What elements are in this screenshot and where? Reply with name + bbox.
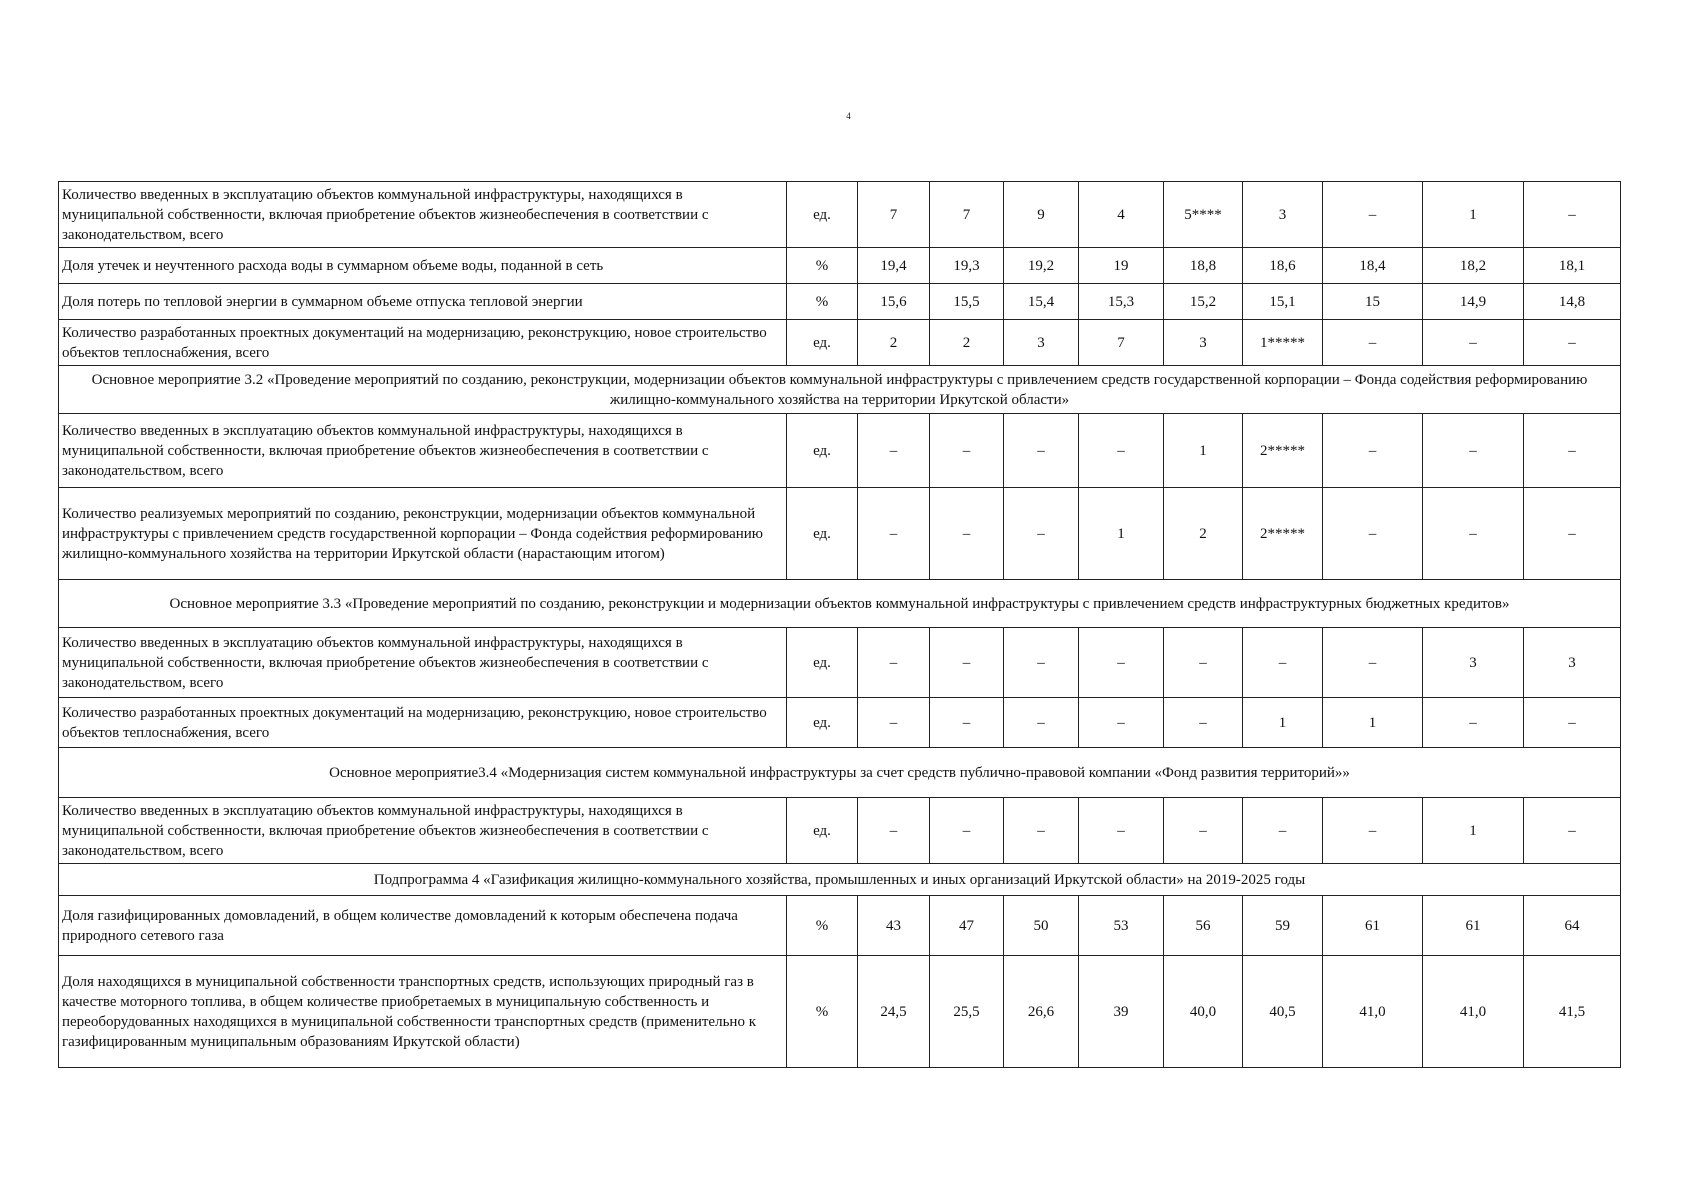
indicator-name: Количество введенных в эксплуатацию объектов коммунальной инфраструктуры, находящихся в муниципальной собственности, включая приобретение объектов жизнеобеспечения в соответствии с законодательством, всего (59, 182, 787, 248)
indicator-value: – (930, 798, 1004, 864)
indicator-value: – (1524, 320, 1621, 366)
indicator-value: 1 (1323, 698, 1423, 748)
indicator-value: – (1079, 414, 1164, 488)
indicator-value: – (1524, 798, 1621, 864)
indicator-unit: ед. (787, 182, 858, 248)
table-row (59, 956, 1621, 1068)
indicator-value: 1 (1164, 414, 1243, 488)
indicator-value: – (930, 414, 1004, 488)
indicator-value: 26,6 (1004, 956, 1079, 1068)
indicator-value: – (858, 628, 930, 698)
indicator-unit: % (787, 248, 858, 284)
indicator-value: 1***** (1243, 320, 1323, 366)
indicator-value: 18,6 (1243, 248, 1323, 284)
indicator-value: – (1423, 488, 1524, 580)
page-number: 4 (846, 111, 851, 121)
table-row (59, 182, 1621, 248)
indicator-value: – (1423, 414, 1524, 488)
indicator-value: 1 (1079, 488, 1164, 580)
indicator-value: 14,8 (1524, 284, 1621, 320)
indicator-value: – (1004, 414, 1079, 488)
indicator-unit: ед. (787, 488, 858, 580)
indicator-value: – (1423, 698, 1524, 748)
indicator-value: 18,2 (1423, 248, 1524, 284)
indicator-value: 3 (1004, 320, 1079, 366)
indicator-value: – (858, 698, 930, 748)
indicator-unit: ед. (787, 320, 858, 366)
indicator-value: 64 (1524, 896, 1621, 956)
indicator-value: – (858, 414, 930, 488)
indicator-value: 15,6 (858, 284, 930, 320)
section-title: Основное мероприятие 3.2 «Проведение мероприятий по созданию, реконструкции, модернизации объектов коммунальной инфраструктуры с привлечением средств государственной корпорации – Фонда содействия реформированию жилищно-коммунального хозяйства на территории Иркутской области» (59, 366, 1621, 414)
indicator-value: – (1423, 320, 1524, 366)
indicator-value: – (1164, 798, 1243, 864)
indicator-unit: ед. (787, 798, 858, 864)
indicator-value: 56 (1164, 896, 1243, 956)
indicator-value: 40,5 (1243, 956, 1323, 1068)
indicator-value: 15,4 (1004, 284, 1079, 320)
indicator-value: 1 (1423, 798, 1524, 864)
table-row (59, 284, 1621, 320)
indicator-value: – (1243, 628, 1323, 698)
indicator-unit: ед. (787, 628, 858, 698)
indicator-value: 19 (1079, 248, 1164, 284)
indicator-name: Количество введенных в эксплуатацию объектов коммунальной инфраструктуры, находящихся в муниципальной собственности, включая приобретение объектов жизнеобеспечения в соответствии с законодательством, всего (59, 798, 787, 864)
indicator-value: – (1323, 414, 1423, 488)
indicator-value: – (1323, 182, 1423, 248)
indicator-unit: % (787, 956, 858, 1068)
indicator-value: – (930, 488, 1004, 580)
indicator-value: – (1004, 698, 1079, 748)
indicator-name: Доля находящихся в муниципальной собственности транспортных средств, использующих природный газ в качестве моторного топлива, в общем количестве приобретаемых в муниципальную собственность и переоборудованных находящихся в муниципальной собственности транспортных средств (применительно к газифицированным муниципальным образованиям Иркутской области) (59, 956, 787, 1068)
indicator-value: 47 (930, 896, 1004, 956)
indicator-unit: ед. (787, 414, 858, 488)
indicator-value: – (1164, 628, 1243, 698)
indicator-value: – (858, 488, 930, 580)
indicator-value: 7 (1079, 320, 1164, 366)
section-title: Основное мероприятие 3.3 «Проведение мероприятий по созданию, реконструкции и модернизации объектов коммунальной инфраструктуры с привлечением средств инфраструктурных бюджетных кредитов» (59, 580, 1621, 628)
section-header-row (59, 366, 1621, 414)
indicator-value: – (1079, 798, 1164, 864)
indicator-value: – (930, 698, 1004, 748)
indicator-unit: % (787, 284, 858, 320)
indicator-value: – (1323, 798, 1423, 864)
indicator-value: 53 (1079, 896, 1164, 956)
indicator-value: 50 (1004, 896, 1079, 956)
indicator-value: 3 (1243, 182, 1323, 248)
indicator-value: 5**** (1164, 182, 1243, 248)
indicator-name: Количество введенных в эксплуатацию объектов коммунальной инфраструктуры, находящихся в муниципальной собственности, включая приобретение объектов жизнеобеспечения в соответствии с законодательством, всего (59, 628, 787, 698)
table-row (59, 320, 1621, 366)
indicator-value: 9 (1004, 182, 1079, 248)
indicator-value: 59 (1243, 896, 1323, 956)
indicator-name: Количество введенных в эксплуатацию объектов коммунальной инфраструктуры, находящихся в муниципальной собственности, включая приобретение объектов жизнеобеспечения в соответствии с законодательством, всего (59, 414, 787, 488)
table-row (59, 798, 1621, 864)
indicator-value: 3 (1423, 628, 1524, 698)
indicator-value: 2***** (1243, 488, 1323, 580)
indicator-value: 40,0 (1164, 956, 1243, 1068)
table-row (59, 628, 1621, 698)
indicator-value: – (930, 628, 1004, 698)
indicator-unit: ед. (787, 698, 858, 748)
indicator-value: – (1323, 488, 1423, 580)
indicator-value: – (1524, 182, 1621, 248)
table-row (59, 248, 1621, 284)
indicator-value: 41,5 (1524, 956, 1621, 1068)
indicator-value: – (1323, 320, 1423, 366)
table-row (59, 414, 1621, 488)
indicator-value: – (1164, 698, 1243, 748)
indicator-value: 1 (1423, 182, 1524, 248)
indicators-table (58, 181, 1621, 1068)
indicator-value: 15 (1323, 284, 1423, 320)
indicator-name: Количество разработанных проектных документаций на модернизацию, реконструкцию, новое строительство объектов теплоснабжения, всего (59, 320, 787, 366)
indicator-value: – (1079, 628, 1164, 698)
indicator-value: – (1079, 698, 1164, 748)
indicator-value: 25,5 (930, 956, 1004, 1068)
indicator-value: 2 (1164, 488, 1243, 580)
indicator-value: 3 (1524, 628, 1621, 698)
table-row (59, 488, 1621, 580)
indicator-value: 19,3 (930, 248, 1004, 284)
indicator-value: 18,1 (1524, 248, 1621, 284)
indicator-value: 18,8 (1164, 248, 1243, 284)
indicator-value: – (858, 798, 930, 864)
indicator-value: 2***** (1243, 414, 1323, 488)
indicator-value: 1 (1243, 698, 1323, 748)
indicator-value: 19,2 (1004, 248, 1079, 284)
indicator-value: 4 (1079, 182, 1164, 248)
indicator-value: 2 (858, 320, 930, 366)
indicator-value: 41,0 (1423, 956, 1524, 1068)
indicator-value: – (1323, 628, 1423, 698)
indicator-value: 43 (858, 896, 930, 956)
indicator-name: Доля потерь по тепловой энергии в суммарном объеме отпуска тепловой энергии (59, 284, 787, 320)
indicator-value: 14,9 (1423, 284, 1524, 320)
indicator-value: – (1243, 798, 1323, 864)
table-row (59, 698, 1621, 748)
indicator-value: 61 (1423, 896, 1524, 956)
indicator-value: 41,0 (1323, 956, 1423, 1068)
table-row (59, 896, 1621, 956)
section-title: Основное мероприятие3.4 «Модернизация систем коммунальной инфраструктуры за счет средств публично-правовой компании «Фонд развития территорий»» (59, 748, 1621, 798)
indicator-value: 18,4 (1323, 248, 1423, 284)
indicator-value: 7 (858, 182, 930, 248)
indicator-value: 15,5 (930, 284, 1004, 320)
indicator-name: Доля газифицированных домовладений, в общем количестве домовладений к которым обеспечена подача природного сетевого газа (59, 896, 787, 956)
indicator-value: – (1524, 414, 1621, 488)
section-header-row (59, 748, 1621, 798)
section-header-row (59, 580, 1621, 628)
indicator-value: – (1004, 798, 1079, 864)
indicator-value: 15,3 (1079, 284, 1164, 320)
indicator-value: 24,5 (858, 956, 930, 1068)
indicator-value: – (1004, 488, 1079, 580)
indicator-value: 39 (1079, 956, 1164, 1068)
indicator-value: 2 (930, 320, 1004, 366)
indicator-value: 19,4 (858, 248, 930, 284)
indicator-name: Доля утечек и неучтенного расхода воды в суммарном объеме воды, поданной в сеть (59, 248, 787, 284)
indicator-unit: % (787, 896, 858, 956)
indicator-value: – (1524, 698, 1621, 748)
indicator-name: Количество реализуемых мероприятий по созданию, реконструкции, модернизации объектов коммунальной инфраструктуры с привлечением средств государственной корпорации – Фонда содействия реформированию жилищно-коммунального хозяйства на территории Иркутской области (нарастающим итогом) (59, 488, 787, 580)
indicator-name: Количество разработанных проектных документаций на модернизацию, реконструкцию, новое строительство объектов теплоснабжения, всего (59, 698, 787, 748)
indicator-value: – (1004, 628, 1079, 698)
indicator-value: 7 (930, 182, 1004, 248)
indicator-value: 15,1 (1243, 284, 1323, 320)
indicator-value: 3 (1164, 320, 1243, 366)
indicator-value: 61 (1323, 896, 1423, 956)
indicator-value: 15,2 (1164, 284, 1243, 320)
indicator-value: – (1524, 488, 1621, 580)
section-title: Подпрограмма 4 «Газификация жилищно-коммунального хозяйства, промышленных и иных организаций Иркутской области» на 2019-2025 годы (59, 864, 1621, 896)
section-header-row (59, 864, 1621, 896)
